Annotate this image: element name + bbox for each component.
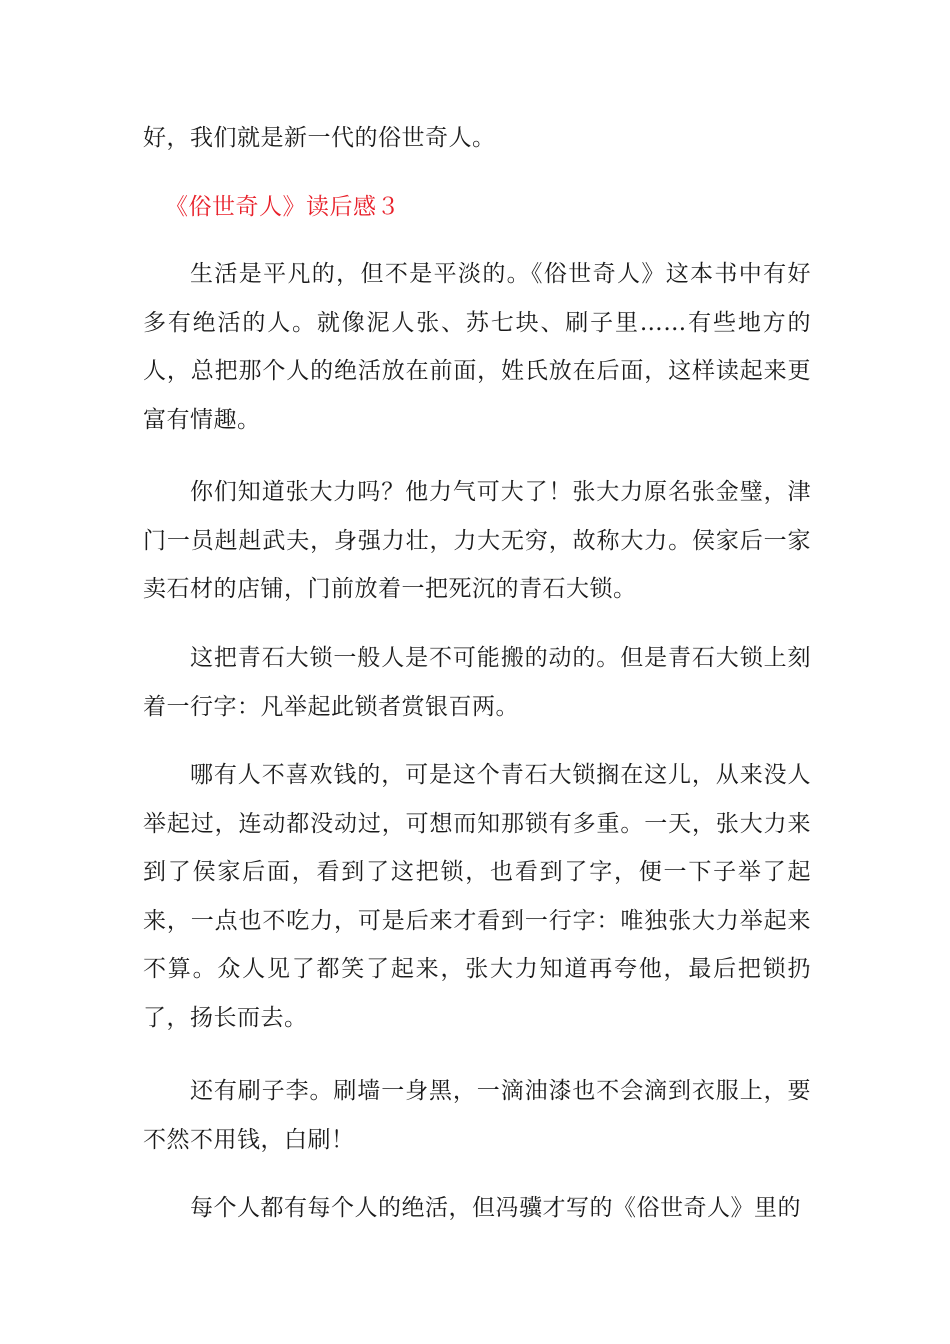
paragraph-1: 生活是平凡的，但不是平淡的。《俗世奇人》这本书中有好多有绝活的人。就像泥人张、苏七块、刷子里……有些地方的人，总把那个人的绝活放在前面，姓氏放在后面，这样读起来更富有情趣。 [143,261,811,433]
paragraph-4: 哪有人不喜欢钱的，可是这个青石大锁搁在这儿，从来没人举起过，连动都没动过，可想而知那锁有多重。一天，张大力来到了侯家后面，看到了这把锁，也看到了字，便一下子举了起来，一点也不吃力，可是后来才看到一行字：唯独张大力举起来不算。众人见了都笑了起来，张大力知道再夸他，最后把锁扔了，扬长而去。 [143,762,811,1031]
continuation-paragraph: 好，我们就是新一代的俗世奇人。 [143,125,496,151]
paragraph-6: 每个人都有每个人的绝活，但冯骥才写的《俗世奇人》里的 [190,1195,801,1221]
paragraph-2: 你们知道张大力吗？他力气可大了！张大力原名张金璧，津门一员赳赳武夫，身强力壮，力大无穷，故称大力。侯家后一家卖石材的店铺，门前放着一把死沉的青石大锁。 [143,479,811,603]
paragraph-3: 这把青石大锁一般人是不可能搬的动的。但是青石大锁上刻着一行字：凡举起此锁者赏银百两。 [143,645,811,720]
section-heading: 《俗世奇人》读后感３ [165,194,400,220]
paragraph-5: 还有刷子李。刷墙一身黑，一滴油漆也不会滴到衣服上，要不然不用钱，白刷！ [143,1078,811,1153]
